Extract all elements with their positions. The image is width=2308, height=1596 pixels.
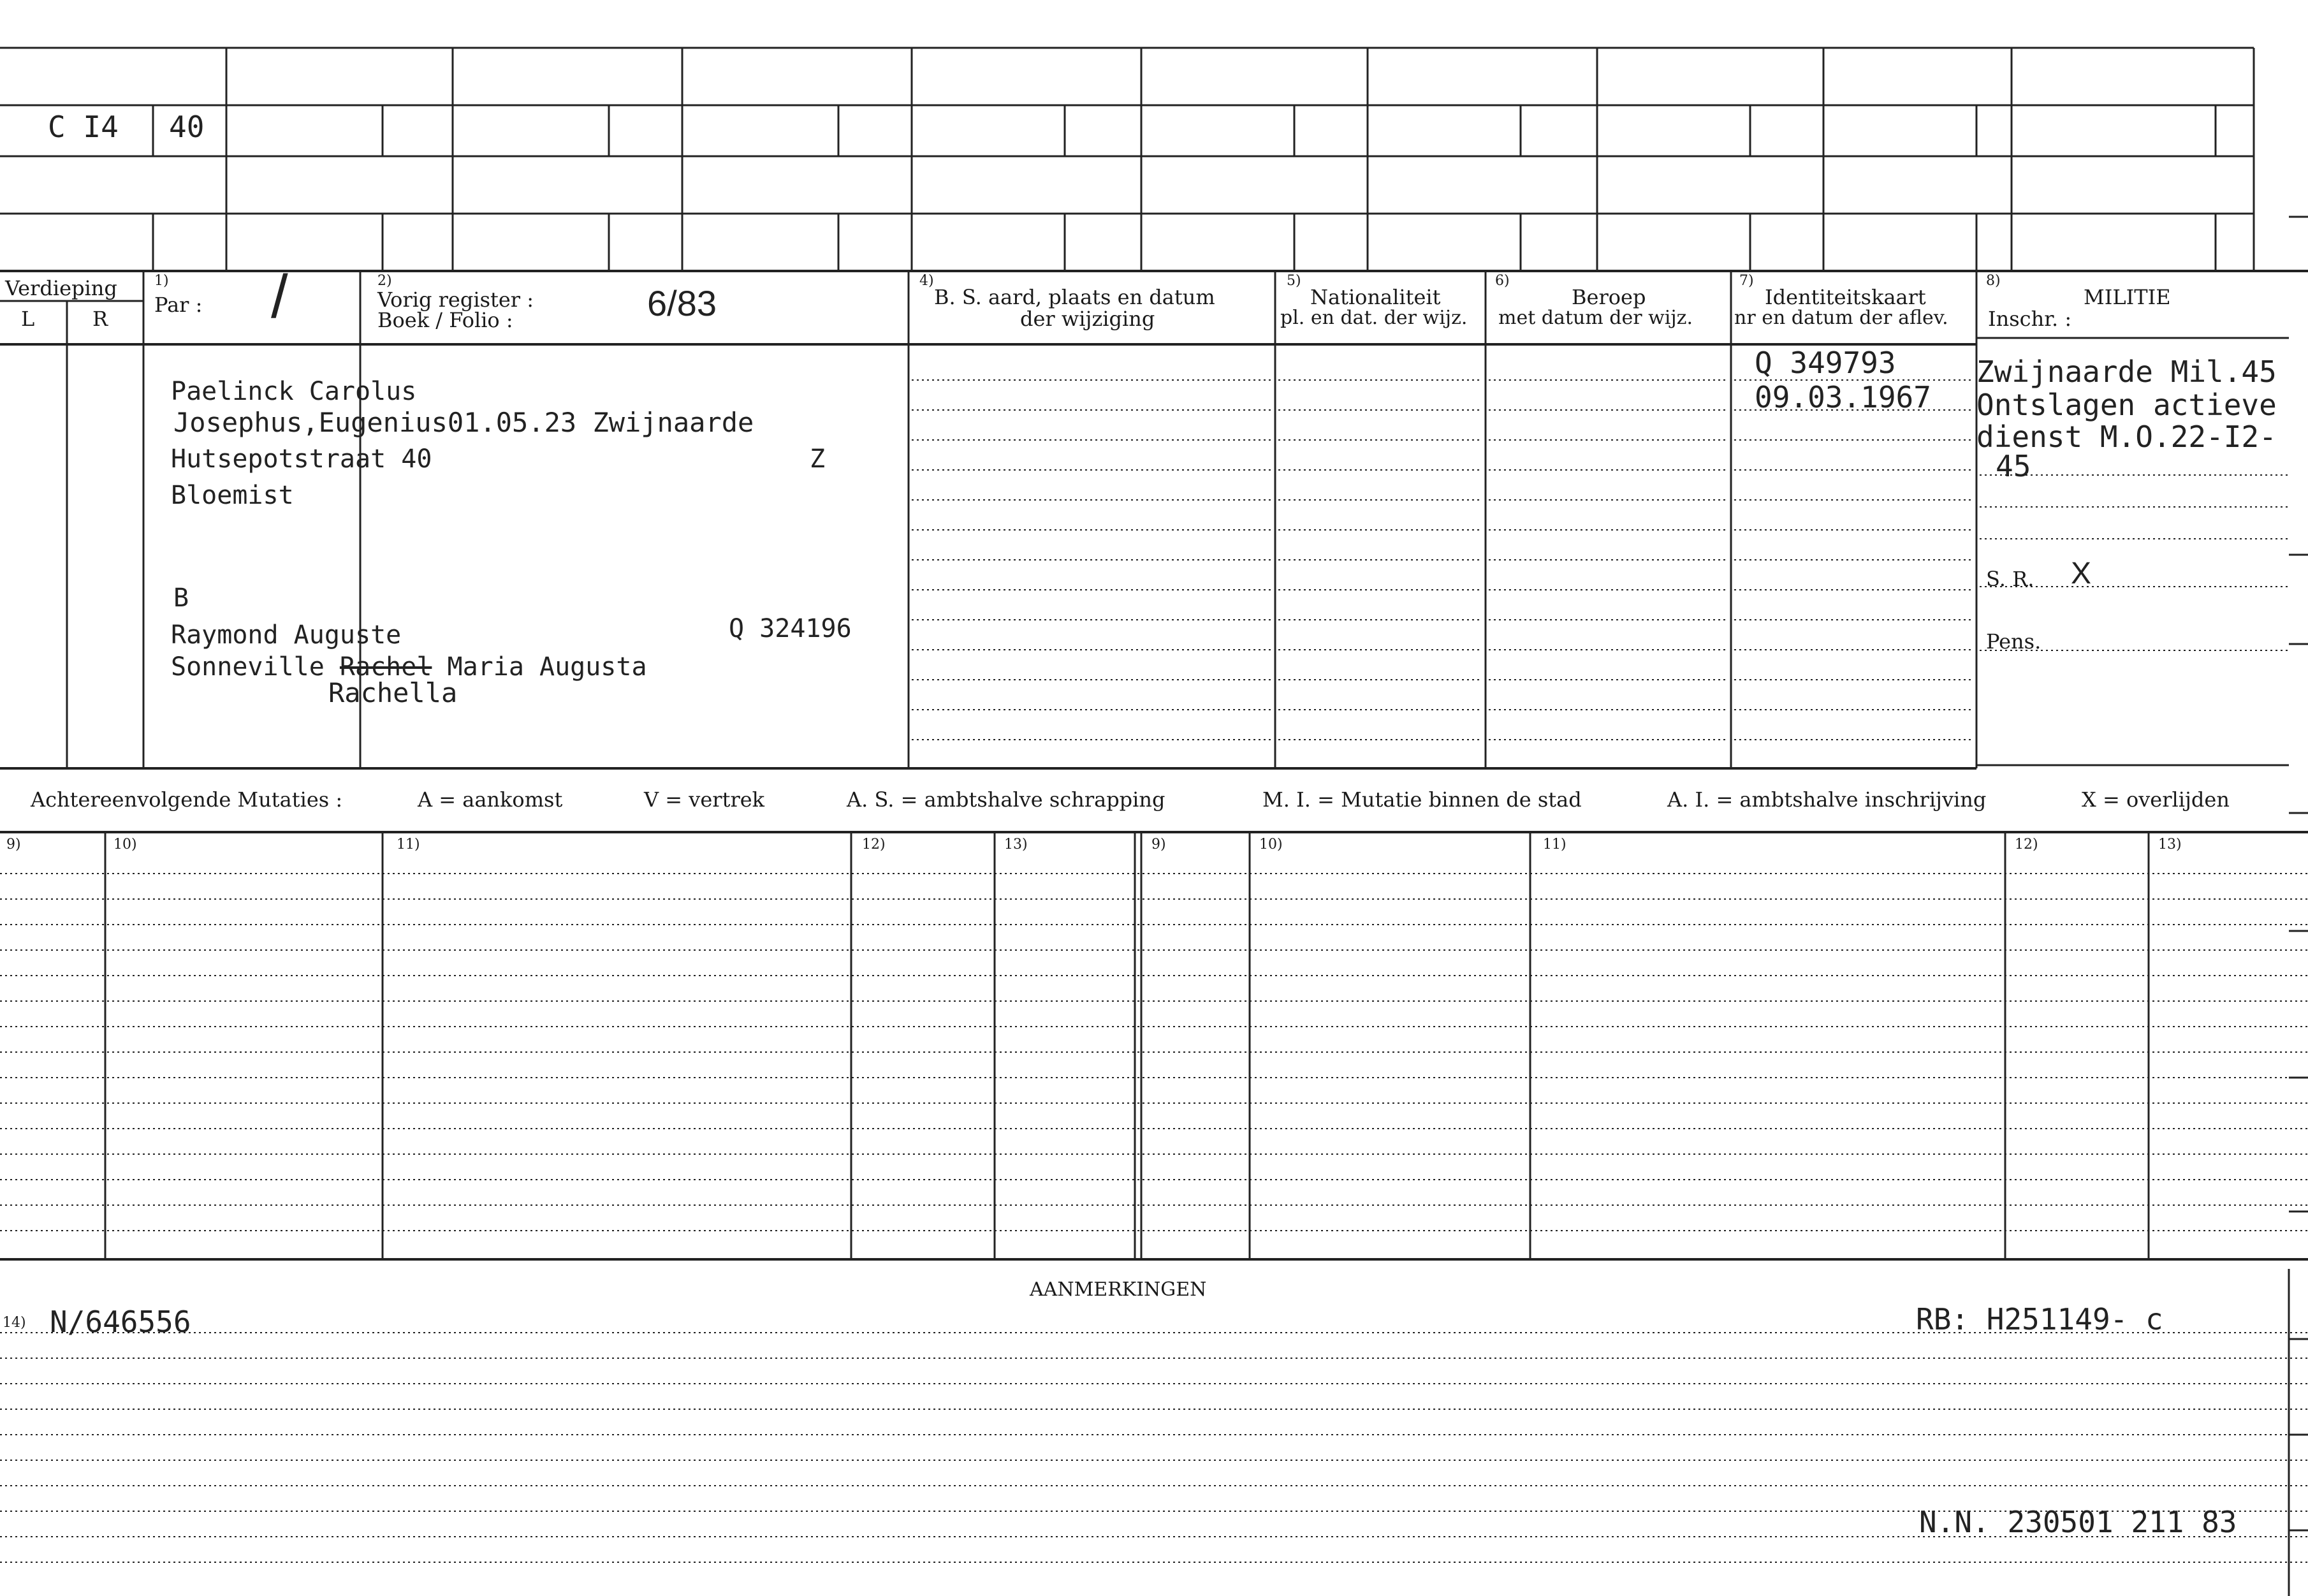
- vorig-register-label: Vorig register :: [377, 288, 534, 312]
- sr-value: X: [2071, 557, 2092, 590]
- mut-left-col10: 10): [113, 837, 137, 853]
- inschr-label: Inschr. :: [1988, 307, 2072, 331]
- par-mark: /: [271, 263, 288, 331]
- identity-card-number: Q 349793: [1755, 346, 1896, 380]
- militie-line1: Zwijnaarde Mil.45: [1976, 355, 2277, 389]
- par-label: Par :: [154, 293, 203, 317]
- mut-right-col9: 9): [1151, 837, 1166, 853]
- bs-header-line2: der wijziging: [1020, 307, 1155, 331]
- sr-label: S. R.: [1986, 567, 2034, 591]
- col5-number: 5): [1287, 273, 1301, 289]
- boek-folio-label: Boek / Folio :: [377, 308, 513, 332]
- legend-ambtshalve-schrapping: A. S. = ambtshalve schrapping: [847, 787, 1165, 812]
- mut-left-col11: 11): [397, 837, 420, 853]
- col4-number: 4): [919, 273, 934, 289]
- col8-number: 8): [1986, 273, 2001, 289]
- floor-left-label: L: [21, 307, 35, 331]
- nationaliteit-line1: Nationaliteit: [1310, 285, 1441, 309]
- mut-right-col11: 11): [1543, 837, 1567, 853]
- person-given-names-birth: Josephus,Eugenius01.05.23 Zwijnaarde: [173, 407, 754, 438]
- person-status: B: [173, 583, 189, 613]
- beroep-line1: Beroep: [1572, 285, 1646, 309]
- father-name: Raymond Auguste: [171, 620, 402, 650]
- nationaliteit-line2: pl. en dat. der wijz.: [1280, 307, 1468, 329]
- aanmerkingen-title: AANMERKINGEN: [1030, 1278, 1207, 1301]
- person-address: Hutsepotstraat 40: [171, 444, 432, 474]
- mut-left-col12: 12): [862, 837, 886, 853]
- legend-mutatie-binnen-stad: M. I. = Mutatie binnen de stad: [1262, 787, 1582, 812]
- extra-number: Q 324196: [729, 614, 852, 643]
- identiteitskaart-line1: Identiteitskaart: [1765, 285, 1926, 309]
- identiteitskaart-line2: nr en datum der aflev.: [1734, 307, 1948, 329]
- mutaties-title: Achtereenvolgende Mutaties :: [31, 787, 343, 812]
- identity-card-date: 09.03.1967: [1755, 380, 1931, 414]
- mother-name-pre: Sonneville: [171, 652, 340, 682]
- mut-right-col13: 13): [2158, 837, 2182, 853]
- militie-label: MILITIE: [2084, 285, 2171, 309]
- militie-line3: dienst M.O.22-I2-: [1976, 420, 2277, 454]
- legend-aankomst: A = aankomst: [418, 787, 563, 812]
- nvalue: N/646556: [50, 1305, 191, 1339]
- bs-header-line1: B. S. aard, plaats en datum: [934, 285, 1215, 309]
- col6-number: 6): [1495, 273, 1510, 289]
- col7-number: 7): [1739, 273, 1754, 289]
- beroep-line2: met datum der wijz.: [1498, 307, 1693, 329]
- legend-ambtshalve-inschrijving: A. I. = ambtshalve inschrijving: [1667, 787, 1987, 812]
- floor-right-label: R: [92, 307, 108, 331]
- legend-vertrek: V = vertrek: [644, 787, 765, 812]
- mut-left-col9: 9): [6, 837, 21, 853]
- col1-number: 1): [154, 273, 169, 289]
- sector-code: C I4: [48, 110, 119, 144]
- house-number: 40: [169, 110, 205, 144]
- verdieping-label: Verdieping: [5, 276, 117, 300]
- mother-name: [171, 654, 647, 680]
- legend-overlijden: X = overlijden: [2082, 787, 2230, 812]
- nn-number: N.N. 230501 211 83: [1919, 1505, 2237, 1539]
- pens-label: Pens.: [1986, 629, 2041, 654]
- mother-extra-name: Rachella: [328, 677, 458, 708]
- person-name: Paelinck Carolus: [171, 377, 417, 406]
- mut-right-col12: 12): [2015, 837, 2038, 853]
- field14-number: 14): [3, 1315, 26, 1331]
- mut-right-col10: 10): [1259, 837, 1283, 853]
- mother-name-post: Maria Augusta: [432, 652, 647, 682]
- rb-number: RB: H251149- c: [1916, 1302, 2163, 1336]
- mut-left-col13: 13): [1004, 837, 1028, 853]
- militie-line4: 45: [1996, 449, 2031, 483]
- boek-folio-value: 6/83: [647, 283, 717, 323]
- militie-line2: Ontslagen actieve: [1976, 388, 2277, 422]
- person-occupation: Bloemist: [171, 481, 294, 510]
- col2-number: 2): [377, 273, 392, 289]
- person-sex: Z: [810, 444, 826, 474]
- mother-name-struck: Rachel: [339, 652, 432, 682]
